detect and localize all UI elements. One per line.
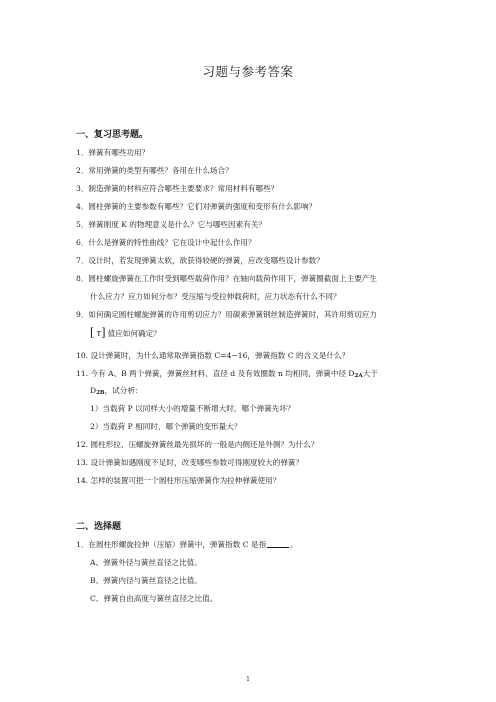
question-11-line-2 xyxy=(90,385,436,399)
tau-symbol: τ xyxy=(96,329,102,339)
section-heading-review: 一、复习思考题。 xyxy=(76,130,149,140)
choice-question-1-text: 1．在圆柱形螺旋拉伸（压缩）弹簧中，弹簧指数 C 是指 xyxy=(76,540,267,549)
question-11-sub-2: 2）当载荷 P 相同时，哪个弹簧的变形量大？ xyxy=(90,422,242,431)
question-9-line-2 xyxy=(90,327,436,340)
question-6: 6．什么是弹簧的特性曲线？它在设计中起什么作用？ xyxy=(76,238,256,247)
section-heading-choice: 二、选择题 xyxy=(76,522,122,532)
option-c: C、弹簧自由高度与簧丝直径之比值。 xyxy=(90,594,218,603)
question-3: 3．制造弹簧的材料应符合哪些主要要求？常用材料有哪些？ xyxy=(76,184,279,193)
d-symbol: D xyxy=(90,386,97,395)
option-a: A、弹簧外径与簧丝直径之比值。 xyxy=(90,558,202,567)
page-title: 习题与参考答案 xyxy=(202,64,294,79)
question-11-sub-1: 1）当载荷 P 以同样大小的增量不断增大时，哪个弹簧先坏？ xyxy=(90,404,295,413)
question-5: 5．弹簧刚度 K 的物理意义是什么？它与哪些因素有关？ xyxy=(76,220,266,229)
question-1: 1．弹簧有哪些功用？ xyxy=(76,148,150,157)
subscript-2a: 2A xyxy=(354,373,363,379)
question-10: 10. 设计弹簧时，为什么通常取弹簧指数 C=4~16，弹簧指数 C 的含义是什么？ xyxy=(76,351,350,360)
question-11-text: 11. 今有 A、B 两个弹簧，弹簧丝材料、直径 d 及有效圈数 n 均相同，弹簧中径 D xyxy=(76,369,355,378)
choice-question-1-end: 。 xyxy=(290,540,298,549)
question-2: 2．常用弹簧的类型有哪些？各用在什么场合？ xyxy=(76,166,233,175)
subscript-2b: 2B xyxy=(96,390,105,396)
question-8-line-2: 什么应力？应力如何分布？受压缩与受拉伸载荷时，应力状态有什么不同？ xyxy=(90,292,341,301)
bracket-open: [ xyxy=(90,326,95,339)
answer-blank xyxy=(267,540,289,548)
question-9-tail: 值应如何确定？ xyxy=(107,329,161,338)
question-7: 7．设计时，若发现弹簧太软，欲获得较硬的弹簧，应改变哪些设计参数？ xyxy=(76,256,324,265)
page-number: 1 xyxy=(246,676,250,683)
choice-question-1 xyxy=(76,539,422,550)
question-9-line-1: 9．如何确定圆柱螺旋弹簧的许用剪切应力？用碳素弹簧钢丝制造弹簧时，其许用剪切应力 xyxy=(76,310,377,319)
bracket-close: ] xyxy=(101,326,106,339)
question-14: 14. 怎样的装置可把一个圆柱形压缩弹簧作为拉伸弹簧使用？ xyxy=(76,476,281,485)
question-11-line-1 xyxy=(76,368,422,382)
question-4: 4．圆柱弹簧的主要参数有哪些？它们对弹簧的强度和变形有什么影响？ xyxy=(76,202,317,211)
question-13: 13. 设计弹簧如遇刚度不足时，改变哪些参数可得刚度较大的弹簧？ xyxy=(76,458,304,467)
question-12: 12. 圆柱形拉、压螺旋弹簧丝最先损坏的一般是内侧还是外侧？为什么？ xyxy=(76,440,319,449)
option-b: B、弹簧内径与簧丝直径之比值。 xyxy=(90,576,202,585)
question-11-line-2-tail: ，试分析： xyxy=(104,386,143,395)
question-8-line-1: 8．圆柱螺旋弹簧在工作时受到哪些载荷作用？在轴向载荷作用下，弹簧圈截面上主要产生 xyxy=(76,274,377,283)
question-11-tail: 大于 xyxy=(362,369,378,378)
